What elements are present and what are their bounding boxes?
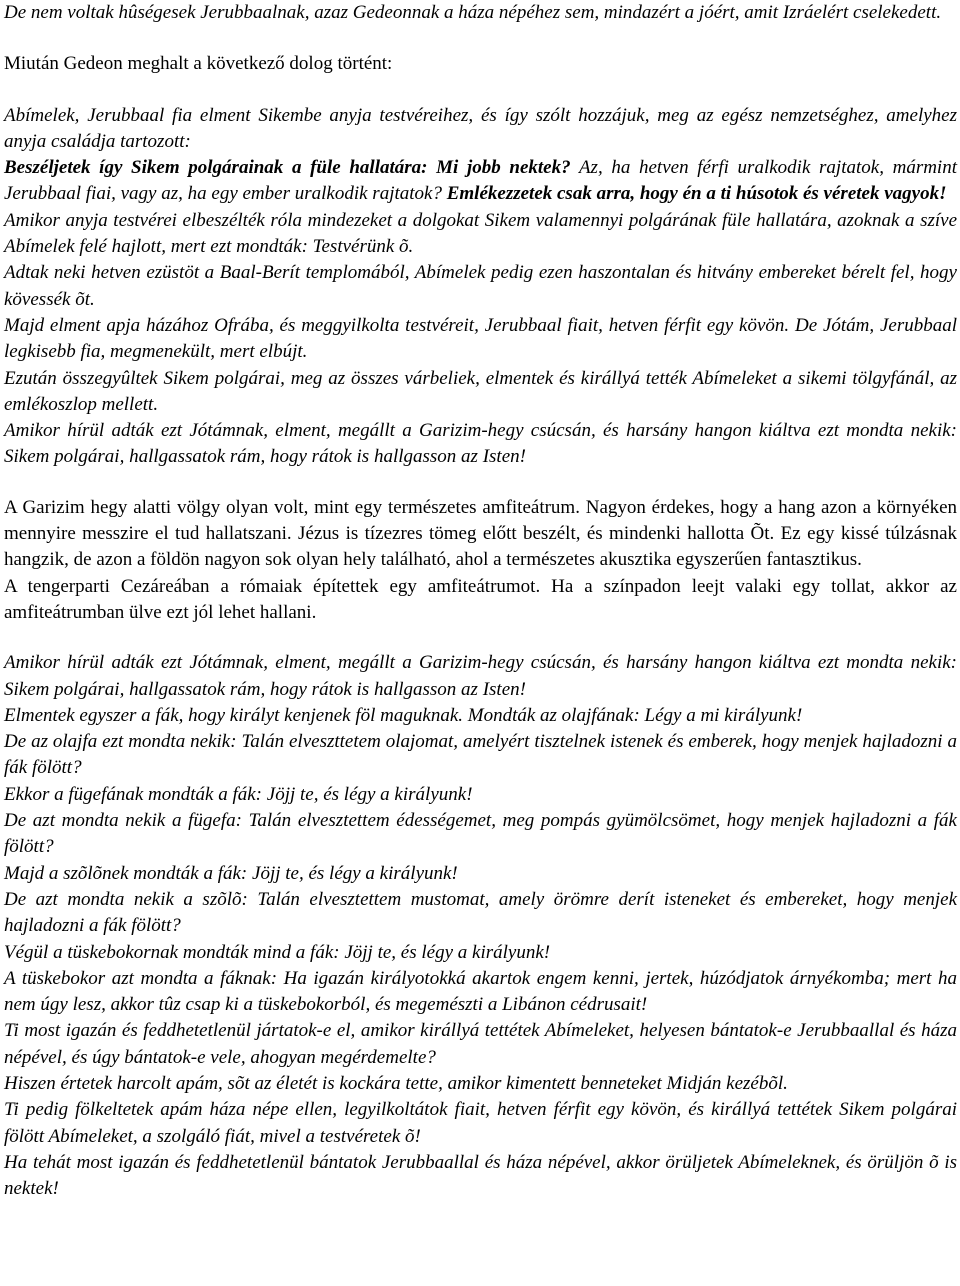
paragraph-gap xyxy=(4,26,957,51)
paragraph: Majd a szõlõnek mondták a fák: Jöjj te, és légy a királyunk! xyxy=(4,862,458,884)
paragraph: Hiszen értetek harcolt apám, sõt az életét is kockára tette, amikor kimentett benneteket Midján kezébõl. xyxy=(4,1072,788,1094)
paragraph: Ti most igazán és feddhetetlenül jártatok-e el, amikor királlyá tettétek Abímeleket, helyesen bántatok-e Jerubbaallal és háza népével, és úgy bántatok-e vele, ahogyan megérdemelte? xyxy=(4,1020,957,1068)
paragraph: Végül a tüskebokornak mondták mind a fák: Jöjj te, és légy a királyunk! xyxy=(4,941,551,963)
paragraph: A tengerparti Cezáreában a rómaiak építettek egy amfiteátrumot. Ha a színpadon leejt valaki egy tollat, akkor az amfiteátrumban ülve ezt jól lehet hallani. xyxy=(4,575,957,623)
italic-text: Az, ha hetven férfi uralkodik rajtatok, mármint Jerubbaal fiai, vagy az, ha egy ember uralkodik rajtatok? xyxy=(4,157,957,205)
paragraph: De az olajfa ezt mondta nekik: Talán elveszttetem olajomat, amelyért tisztelnek istenek és emberek, hogy menjek hajladozni a fák fölött? xyxy=(4,731,957,779)
paragraph-gap xyxy=(4,471,957,495)
paragraph: Amikor hírül adták ezt Jótámnak, elment, megállt a Garizim-hegy csúcsán, és harsány hangon kiáltva ezt mondta nekik: Sikem polgárai, hallgassatok rám, hogy rátok is hallgasson az Isten! xyxy=(4,420,957,468)
paragraph: Ha tehát most igazán és feddhetetlenül bántatok Jerubbaallal és háza népével, akkor örüljetek Abímeleknek, és örüljön õ is nektek! xyxy=(4,1151,957,1200)
paragraph-gap xyxy=(4,626,957,650)
paragraph: Ti pedig fölkeltetek apám háza népe ellen, legyilkoltátok fiait, hetven férfit egy kövön, és királlyá tettétek Sikem polgárai fölött Abímeleket, a szolgáló fiát, mivel a testvéretek õ! xyxy=(4,1099,957,1147)
paragraph: Amikor anyja testvérei elbeszélték róla mindezeket a dolgokat Sikem valamennyi polgárának füle hallatára, azoknak a szíve Abímelek felé hajlott, mert ezt mondták: Testvérünk õ. xyxy=(4,209,957,258)
paragraph-gap xyxy=(4,78,957,103)
bold-italic-text: Beszéljetek így Sikem polgárainak a füle hallatára: Mi jobb nektek? xyxy=(4,157,571,179)
bold-italic-text: Emlékezzetek csak arra, hogy én a ti húsotok és véretek vagyok! xyxy=(441,183,947,205)
paragraph: Adtak neki hetven ezüstöt a Baal-Berít templomából, Abímelek pedig ezen haszontalan és hitvány embereket bérelt fel, hogy kövessék õt. xyxy=(4,262,957,310)
paragraph: A tüskebokor azt mondta a fáknak: Ha igazán királyotokká akartok engem kenni, jertek, húzódjatok árnyékomba; mert ha nem úgy lesz, akkor tûz csap ki a tüskebokorból, és megemészti a Libánon cédrusait! xyxy=(4,967,957,1016)
paragraph: A Garizim hegy alatti völgy olyan volt, mint egy természetes amfiteátrum. Nagyon érdekes, hogy a hang azon a környéken mennyire messzire el tud hallatszani. Jézus is tízezres tömeg előtt beszélt, és mindenki hallotta Õt. Ez egy kissé túlzásnak hangzik, de azon a földön nagyon sok olyan hely található, ahol a természetes akusztika egyszerűen fantasztikus. xyxy=(4,496,957,571)
paragraph xyxy=(4,155,957,208)
paragraph: Miután Gedeon meghalt a következő dolog történt: xyxy=(4,53,393,75)
paragraph: Abímelek, Jerubbaal fia elment Sikembe anyja testvéreihez, és így szólt hozzájuk, meg az egész nemzetséghez, amelyhez anyja családja tartozott: xyxy=(4,104,957,152)
paragraph: De nem voltak hûségesek Jerubbaalnak, azaz Gedeonnak a háza népéhez sem, mindazért a jóért, amit Izráelért cselekedett. xyxy=(4,2,942,23)
paragraph: Ezután összegyûltek Sikem polgárai, meg az összes várbeliek, elmentek és királlyá tették Abímeleket a sikemi tölgyfánál, az emlékoszlop mellett. xyxy=(4,367,957,415)
paragraph: Ekkor a fügefának mondták a fák: Jöjj te, és légy a királyunk! xyxy=(4,783,473,805)
paragraph: Amikor hírül adták ezt Jótámnak, elment, megállt a Garizim-hegy csúcsán, és harsány hangon kiáltva ezt mondta nekik: Sikem polgárai, hallgassatok rám, hogy rátok is hallgasson az Isten! xyxy=(4,652,957,700)
paragraph: Elmentek egyszer a fák, hogy királyt kenjenek föl maguknak. Mondták az olajfának: Légy a mi királyunk! xyxy=(4,704,803,726)
paragraph: De azt mondta nekik a fügefa: Talán elvesztettem édességemet, meg pompás gyümölcsömet, hogy menjek hajladozni a fák fölött? xyxy=(4,810,957,858)
paragraph: Majd elment apja házához Ofrába, és meggyilkolta testvéreit, Jerubbaal fiait, hetven férfit egy kövön. De Jótám, Jerubbaal legkisebb fia, megmenekült, mert elbújt. xyxy=(4,314,957,363)
paragraph: De azt mondta nekik a szõlõ: Talán elvesztettem mustomat, amely örömre derít isteneket és embereket, hogy menjek hajladozni a fák fölött? xyxy=(4,888,957,937)
